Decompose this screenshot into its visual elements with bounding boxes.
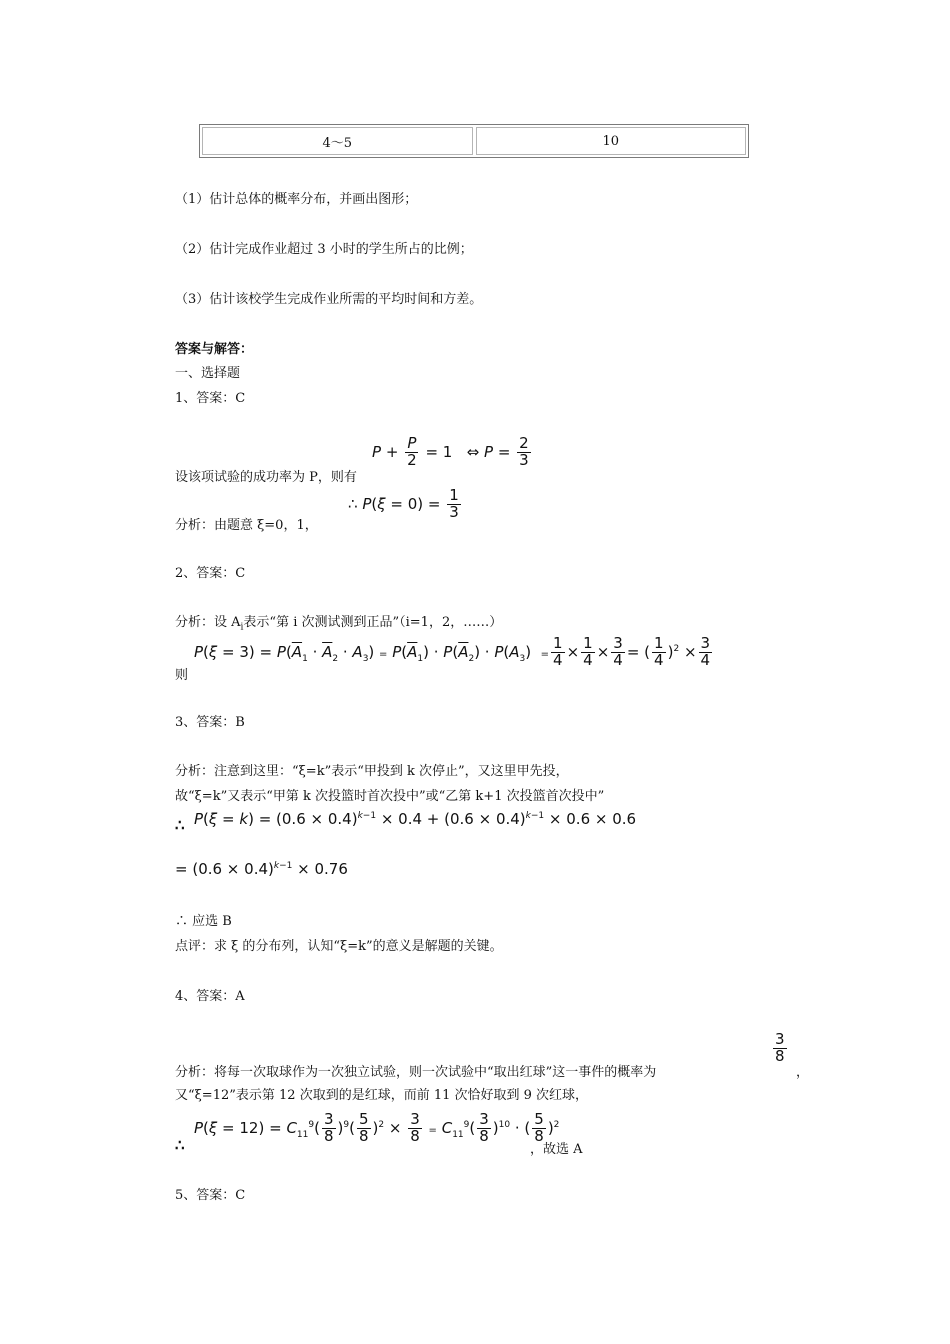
answer-4-line2: 又“ξ=12”表示第 12 次取到的是红球，而前 11 次恰好取到 9 次红球， — [175, 1088, 589, 1103]
answer-1-label: 1、答案：C — [175, 391, 246, 406]
answer-4-line1: 分析：将每一次取球作为一次独立试验，则一次试验中“取出红球”这一事件的概率为 — [175, 1065, 657, 1080]
table-cell-count: 10 — [476, 127, 747, 155]
answer-3-comment: 点评：求 ξ 的分布列，认知“ξ=k”的意义是解题的关键。 — [175, 939, 503, 954]
answer-1-line2: 分析：由题意 ξ=0，1， — [175, 518, 318, 533]
answer-2-label: 2、答案：C — [175, 566, 246, 581]
answer-2-line1: 分析：设 $A_i$表示“第 i 次测试测到正品”（i=1，2，……） — [175, 615, 503, 633]
question-2: （2）估计完成作业超过 3 小时的学生所占的比例； — [175, 242, 473, 257]
section-title: 一、选择题 — [175, 366, 241, 381]
answer-5-label: 5、答案：C — [175, 1188, 246, 1203]
answer-2-line2: 则 — [175, 668, 189, 683]
answer-1-line1: 设该项试验的成功率为 P，则有 — [175, 470, 357, 485]
therefore-symbol: ∴ — [175, 816, 185, 834]
question-3: （3）估计该校学生完成作业所需的平均时间和方差。 — [175, 292, 483, 307]
data-table — [199, 124, 749, 158]
answer-4-end: ，故选 A — [530, 1142, 583, 1157]
answer-3-equation: $P(\xi = k) = (0.6 \times 0.4)^{k-1} \times 0.4 + (0.6 \times 0.4)^{k-1} \times 0.6 \times 0.6$ — [194, 810, 637, 828]
therefore-symbol-2: ∴ — [175, 1136, 185, 1154]
answer-4-fraction: $\frac{3}{8}$ — [775, 1030, 785, 1065]
answer-2-equation: $P(\xi = 3) = P(\overline{A}_1 \cdot \overline{A}_2 \cdot A_3) = P(\overline{A}_1) \cdot P(\overline{A}_2) \cdot P(A_3)$ = $\frac{1}{4}$ × $\frac{1}{4}$ × $\frac{3}{4}$ = ( $\frac{1}{4}$ )$^2$ × $\frac{3}{4}$ — [194, 634, 711, 669]
answer-1-equation: P + $\frac{P}{2}$ = 1 ⇔ P = $\frac{2}{3}$ — [372, 434, 529, 469]
question-1: （1）估计总体的概率分布，并画出图形； — [175, 192, 418, 207]
answer-3-choice: ∴ 应选 B — [175, 914, 232, 929]
answer-3-result: = $(0.6 \times 0.4)^{k-1} \times 0.76$ — [175, 860, 348, 878]
answer-3-line2: 故“ξ=k”又表示“甲第 k 次投篮时首次投中”或“乙第 k+1 次投篮首次投中” — [175, 789, 605, 804]
answer-3-line1: 分析：注意到这里：“ξ=k”表示“甲投到 k 次停止”，又这里甲先投， — [175, 764, 569, 779]
answer-4-label: 4、答案：A — [175, 989, 245, 1004]
table-cell-interval: 4～5 — [202, 127, 473, 155]
answer-4-equation: $P(\xi = 12) = C_{11}^9$( $\frac{3}{8}$ )$^9$( $\frac{5}{8}$ )$^2$ × $\frac{3}{8}$ = $C_{11}^9$( $\frac{3}{8}$ )$^{10}$ · ( $\frac{5}{8}$ )$^2$ — [194, 1110, 560, 1145]
answer-3-label: 3、答案：B — [175, 715, 245, 730]
answer-4-comma: ， — [796, 1065, 810, 1080]
answers-heading: 答案与解答： — [175, 342, 254, 357]
answer-1-prob: ∴ P(ξ = 0) = $\frac{1}{3}$ — [348, 486, 459, 521]
